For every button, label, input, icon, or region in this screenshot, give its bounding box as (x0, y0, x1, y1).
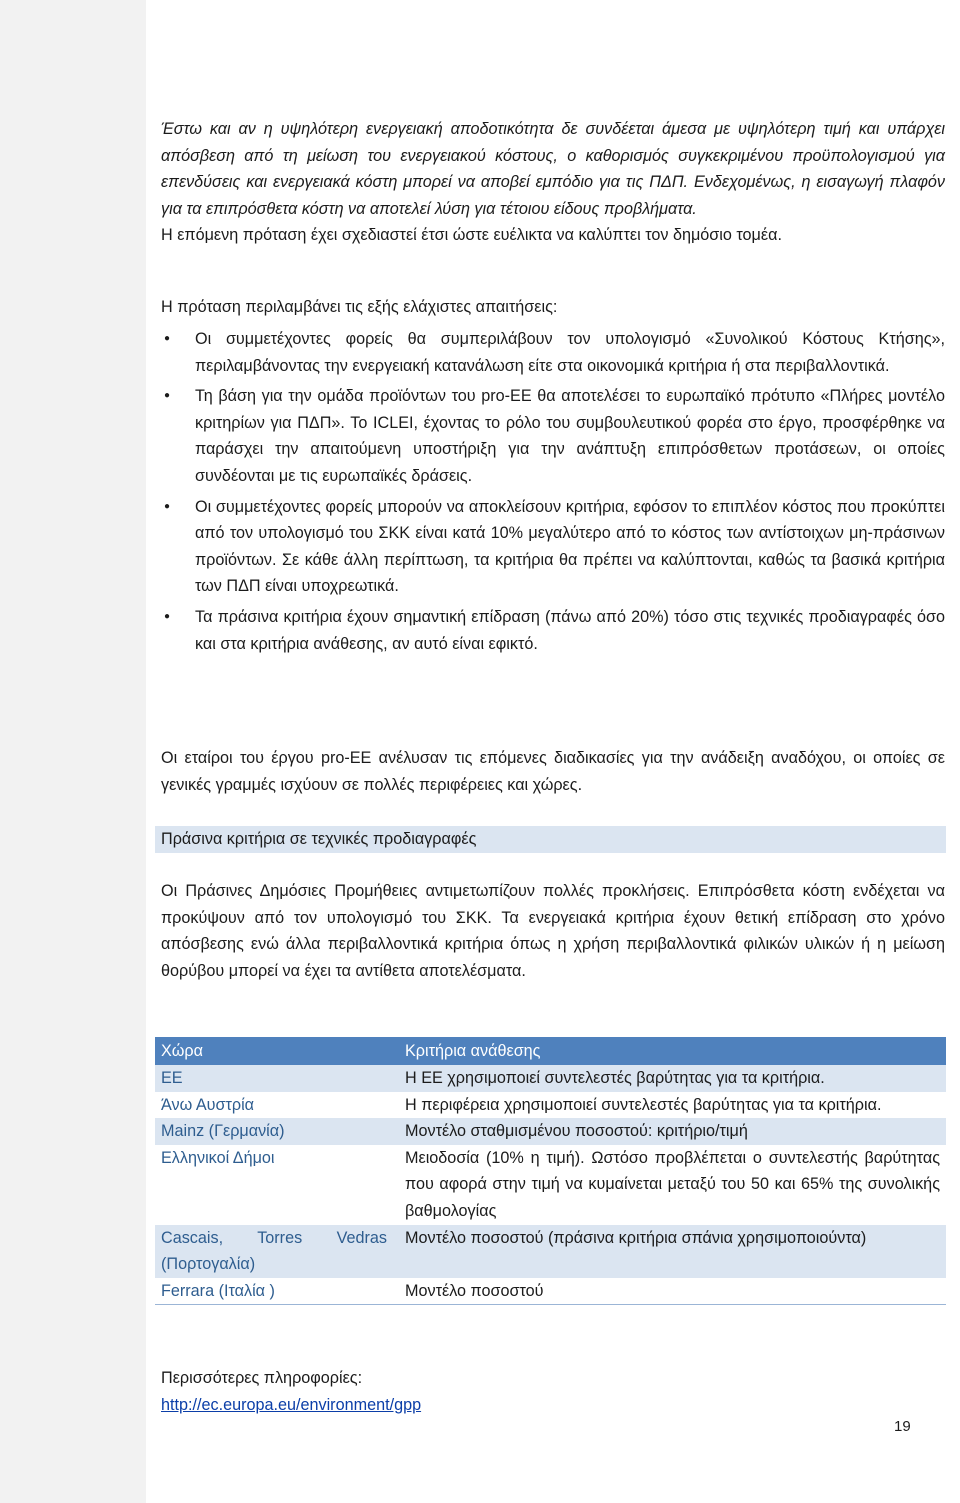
table-row (155, 1145, 946, 1225)
intro-paragraph (161, 116, 945, 249)
table-cell-criteria: Μοντέλο ποσοστού (πράσινα κριτήρια σπάνια χρησιμοποιούντα) (393, 1225, 946, 1278)
list-item: ● Οι συμμετέχοντες φορείς θα συμπεριλάβουν τον υπολογισμό «Συνολικού Κόστους Κτήσης», περιλαμβάνοντας την ενεργειακή κατανάλωση είτε στα οικονομικά κριτήρια ή στα περιβαλλοντικά. (161, 326, 945, 379)
column-header-country: Χώρα (155, 1037, 393, 1065)
table-cell-country: Άνω Αυστρία (161, 1095, 255, 1114)
table-cell-country: Ferrara (Ιταλία ) (155, 1278, 393, 1305)
page-number: 19 (894, 1418, 911, 1435)
table-cell-country: Cascais, Torres Vedras (Πορτογαλία) (155, 1225, 393, 1278)
table-cell-criteria: Μειοδοσία (10% η τιμή). Ωστόσο προβλέπεται ο συντελεστής βαρύτητας που αφορά στην τιμή να κυμαίνεται μεταξύ του 50 και 65% της συνολικής βαθμολογίας (405, 1148, 940, 1220)
more-info-link[interactable]: http://ec.europa.eu/environment/gpp (161, 1395, 422, 1414)
partners-paragraph: Οι εταίροι του έργου pro-EE ανέλυσαν τις επόμενες διαδικασίες για την ανάδειξη αναδόχου, οι οποίες σε γενικές γραμμές ισχύουν σε πολλές περιφέρειες και χώρες. (161, 749, 945, 794)
table-row (155, 1065, 946, 1092)
green-procurement-paragraph: Οι Πράσινες Δημόσιες Προμήθειες αντιμετωπίζουν πολλές προκλήσεις. Επιπρόσθετα κόστη ενδέχεται να προκύψουν από τον υπολογισμό του ΣΚΚ. Τα ενεργειακά κριτήρια έχουν θετική επίδραση στο χρόνο απόσβεσης ενώ άλλα περιβαλλοντικά κριτήρια όπως η χρήση περιβαλλοντικά φιλικών υλικών ή η μείωση θορύβου μπορεί να έχει τα αντίθετα αποτελέσματα. (161, 882, 945, 980)
table-cell-country: Mainz (Γερμανία) (155, 1118, 393, 1145)
column-header-criteria: Κριτήρια ανάθεσης (393, 1037, 946, 1065)
table-cell-criteria: Μοντέλο σταθμισμένου ποσοστού: κριτήριο/τιμή (393, 1118, 946, 1145)
table-row (155, 1118, 946, 1145)
list-item: ● Τα πράσινα κριτήρια έχουν σημαντική επίδραση (πάνω από 20%) τόσο στις τεχνικές προδιαγραφές όσο και στα κριτήρια ανάθεσης, αν αυτό είναι εφικτό. (161, 604, 945, 657)
table-cell-country: ΕΕ (155, 1065, 393, 1092)
table-header-row (155, 1037, 946, 1065)
requirements-intro: Η πρόταση περιλαμβάνει τις εξής ελάχιστες απαιτήσεις: (161, 298, 558, 316)
table-cell-criteria: Μοντέλο ποσοστού (393, 1278, 946, 1305)
table-cell-criteria: Η ΕΕ χρησιμοποιεί συντελεστές βαρύτητας για τα κριτήρια. (393, 1065, 946, 1092)
table-row (155, 1092, 946, 1119)
table-cell-criteria: Η περιφέρεια χρησιμοποιεί συντελεστές βαρύτητας για τα κριτήρια. (405, 1095, 882, 1114)
table-cell-country: Ελληνικοί Δήμοι (161, 1148, 275, 1167)
more-info-label: Περισσότερες πληροφορίες: (161, 1369, 363, 1387)
requirements-list (161, 326, 945, 661)
intro-italic-text: Έστω και αν η υψηλότερη ενεργειακή αποδοτικότητα δε συνδέεται άμεσα με υψηλότερη τιμή και υπάρχει απόσβεση από τη μείωση του ενεργειακού κόστους, ο καθορισμός συγκεκριμένου προϋπολογισμού για επενδύσεις και ενεργειακά κόστη μπορεί να αποβεί εμπόδιο για τις ΠΔΠ. Ενδεχομένως, η εισαγωγή πλαφόν για τα επιπρόσθετα κόστη να αποτελεί λύση για τέτοιου είδους προβλήματα. (161, 120, 945, 218)
award-criteria-table (155, 1037, 946, 1305)
table-row (155, 1225, 946, 1278)
table-row (155, 1278, 946, 1305)
section-heading: Πράσινα κριτήρια σε τεχνικές προδιαγραφές (155, 826, 946, 853)
more-info (161, 1365, 421, 1418)
intro-normal-text: Η επόμενη πρόταση έχει σχεδιαστεί έτσι ώστε ευέλικτα να καλύπτει τον δημόσιο τομέα. (161, 226, 782, 245)
list-item: ● Τη βάση για την ομάδα προϊόντων του pro-EE θα αποτελέσει το ευρωπαϊκό πρότυπο «Πλήρες μοντέλο κριτηρίων για ΠΔΠ». Το ICLEI, έχοντας το ρόλο του συμβουλευτικού φορέα στο έργο, προσφέρθηκε να παράσχει την απαιτούμενη υποστήριξη για την ανάπτυξη επιπρόσθετων προτάσεων, οι οποίες συνδέονται με τις ευρωπαϊκές δράσεις. (161, 383, 945, 489)
page-margin (0, 0, 146, 1503)
list-item: ● Οι συμμετέχοντες φορείς μπορούν να αποκλείσουν κριτήρια, εφόσον το επιπλέον κόστος που προκύπτει από τον υπολογισμό του ΣΚΚ είναι κατά 10% μεγαλύτερο από το κόστος των αντίστοιχων μη-πράσινων προϊόντων. Σε κάθε άλλη περίπτωση, τα κριτήρια θα πρέπει να καλύπτονται, καθώς τα βασικά κριτήρια των ΠΔΠ είναι υποχρεωτικά. (161, 494, 945, 600)
